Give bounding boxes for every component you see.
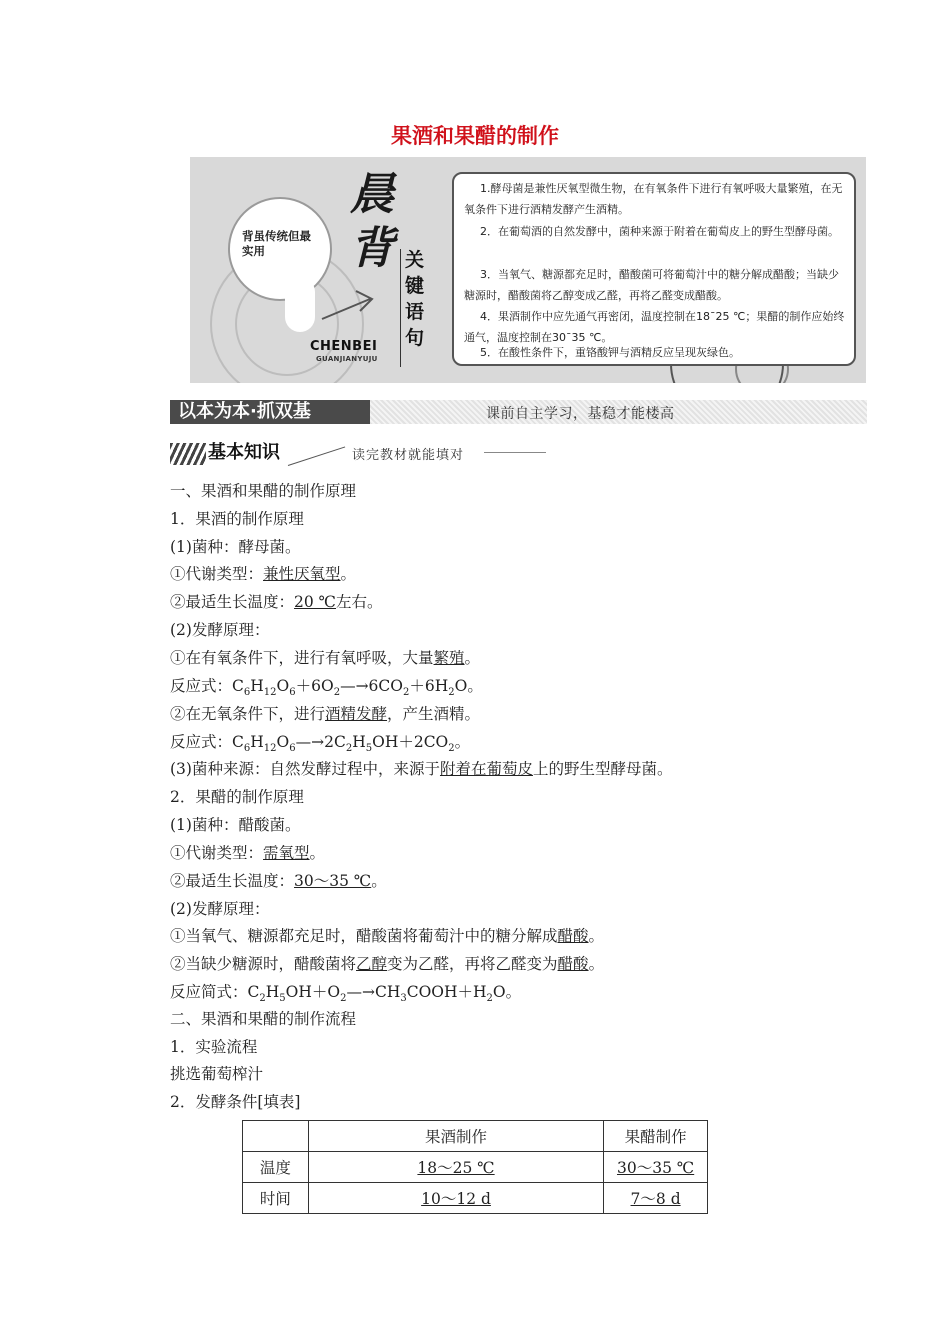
answer-blank: 10～12 d: [421, 1190, 491, 1208]
text-line: [170, 925, 604, 947]
text-line: [170, 870, 387, 892]
answer-blank: 20 ℃: [294, 593, 337, 611]
text: 。: [371, 872, 387, 890]
text-line: [170, 563, 356, 585]
table-cell: [308, 1183, 603, 1214]
table-cell: 温度: [243, 1152, 309, 1183]
text-line: 1．实验流程: [170, 1038, 258, 1056]
text: 。: [340, 565, 357, 583]
text: ，产生酒精。: [387, 705, 481, 723]
table-cell: 时间: [243, 1183, 309, 1214]
key-point: 5．在酸性条件下，重铬酸钾与酒精反应呈现灰绿色。: [480, 346, 740, 359]
answer-blank: 附着在葡萄皮: [439, 760, 533, 778]
section-bar: [170, 400, 370, 424]
section-bar-title: 以本为本·抓双基: [178, 401, 311, 422]
table-cell: [308, 1152, 603, 1183]
reaction-formula: 反应式：$C_6H_{12}O_6+6O_2—\to 6CO_2+6H_2O$。: [170, 677, 483, 699]
answer-blank: 18～25 ℃: [417, 1159, 495, 1177]
text-line: (2)发酵原理：: [170, 621, 270, 639]
text: ②最适生长温度：: [170, 593, 295, 611]
pinyin-sub-label: GUANJIANYUJU: [316, 355, 378, 363]
text-line: 挑选葡萄榨汁: [170, 1065, 264, 1083]
answer-blank: 兼性厌氧型: [263, 565, 341, 583]
answer-blank: 30～35 ℃: [616, 1159, 695, 1177]
key-point: 3．当氧气、糖源都充足时，醋酸菌可将葡萄汁中的糖分解成醋酸；当缺少糖源时，醋酸菌将乙醇变成乙醛，再将乙醛变成醋酸。: [464, 268, 839, 302]
figure-icon: [285, 277, 315, 332]
section-bar-subtitle: 课前自主学习，基稳才能楼高: [486, 406, 675, 422]
text-line: [170, 758, 673, 780]
stripe-icon: [170, 443, 206, 465]
text: ①当氧气、糖源都充足时，醋酸菌将葡萄汁中的糖分解成: [170, 927, 558, 945]
text: 。: [588, 927, 605, 945]
table-row: [243, 1183, 708, 1214]
text: 上的野生型酵母菌。: [532, 760, 673, 778]
text: 。: [464, 649, 481, 667]
reaction-formula: 反应式：$C_6H_{12}O_6—\to 2C_2H_5OH+2CO_2$。: [170, 733, 471, 755]
table-cell: [604, 1152, 708, 1183]
table-header: 果酒制作: [308, 1121, 603, 1152]
text-line: 2．发酵条件[填表]: [170, 1093, 301, 1111]
section-heading: 基本知识: [208, 442, 280, 463]
text-line: (2)发酵原理：: [170, 900, 270, 918]
text: ①在有氧条件下，进行有氧呼吸，大量: [170, 649, 434, 667]
text-line: [170, 842, 325, 864]
pinyin-label: CHENBEI: [310, 339, 378, 354]
divider: [484, 452, 546, 453]
big-char-morning: 晨: [350, 169, 394, 220]
text: ②当缺少糖源时，醋酸菌将: [170, 955, 357, 973]
section-subheading: 读完教材就能填对: [352, 448, 465, 463]
divider: [288, 446, 345, 465]
text: 。: [588, 955, 605, 973]
key-point: 4．果酒制作中应先通气再密闭，温度控制在18¯25 ℃；果醋的制作应始终通气，温度控制在30¯35 ℃。: [464, 310, 845, 344]
bubble-text: 背虽传统但最实用: [242, 229, 311, 258]
answer-blank: 30～35 ℃: [294, 872, 372, 890]
key-sentences-box: [452, 172, 856, 366]
vertical-label: 关键语句: [405, 249, 425, 349]
answer-blank: 酒精发酵: [325, 705, 388, 723]
text: ②在无氧条件下，进行: [170, 705, 326, 723]
text: ②最适生长温度：: [170, 872, 295, 890]
answer-blank: 乙醇: [356, 955, 388, 973]
text: ①代谢类型：: [170, 565, 264, 583]
text-line: [170, 647, 480, 669]
text-line: 二、果酒和果醋的制作流程: [170, 1010, 357, 1028]
answer-blank: 繁殖: [433, 649, 465, 667]
answer-blank: 醋酸: [557, 927, 589, 945]
answer-blank: 7～8 d: [630, 1190, 681, 1208]
divider: [400, 249, 401, 367]
big-char-back: 背: [350, 223, 394, 274]
text: (3)菌种来源：自然发酵过程中，来源于: [170, 760, 440, 778]
table-header: 果醋制作: [604, 1121, 708, 1152]
text: 。: [309, 844, 326, 862]
text: 左右。: [336, 593, 383, 611]
text: 变为乙醛，再将乙醛变为: [387, 955, 558, 973]
reaction-formula: 反应简式：$C_2H_5OH+O_2—\to CH_3COOH+H_2O$。: [170, 983, 522, 1005]
answer-blank: 需氧型: [263, 844, 310, 862]
key-point: 2．在葡萄酒的自然发酵中，菌种来源于附着在葡萄皮上的野生型酵母菌。: [480, 225, 839, 238]
table-header: [243, 1121, 309, 1152]
text-line: [170, 953, 604, 975]
page-title: 果酒和果醋的制作: [391, 124, 559, 148]
text-line: 2．果醋的制作原理: [170, 788, 304, 806]
text-line: (1)菌种：醋酸菌。: [170, 816, 301, 834]
summary-banner: [190, 157, 866, 383]
arrow-icon: [320, 277, 380, 327]
table-header-row: [243, 1121, 708, 1152]
table-cell: [604, 1183, 708, 1214]
text-line: 一、果酒和果醋的制作原理: [170, 482, 357, 500]
answer-blank: 醋酸: [557, 955, 589, 973]
text: ①代谢类型：: [170, 844, 264, 862]
text-line: [170, 591, 383, 613]
text-line: 1．果酒的制作原理: [170, 510, 304, 528]
key-point: 1.酵母菌是兼性厌氧型微生物，在有氧条件下进行有氧呼吸大量繁殖，在无氧条件下进行酒精发酵产生酒精。: [464, 182, 843, 216]
text-line: [170, 703, 480, 725]
fermentation-conditions-table: [242, 1120, 708, 1214]
text-line: (1)菌种：酵母菌。: [170, 538, 301, 556]
table-row: [243, 1152, 708, 1183]
